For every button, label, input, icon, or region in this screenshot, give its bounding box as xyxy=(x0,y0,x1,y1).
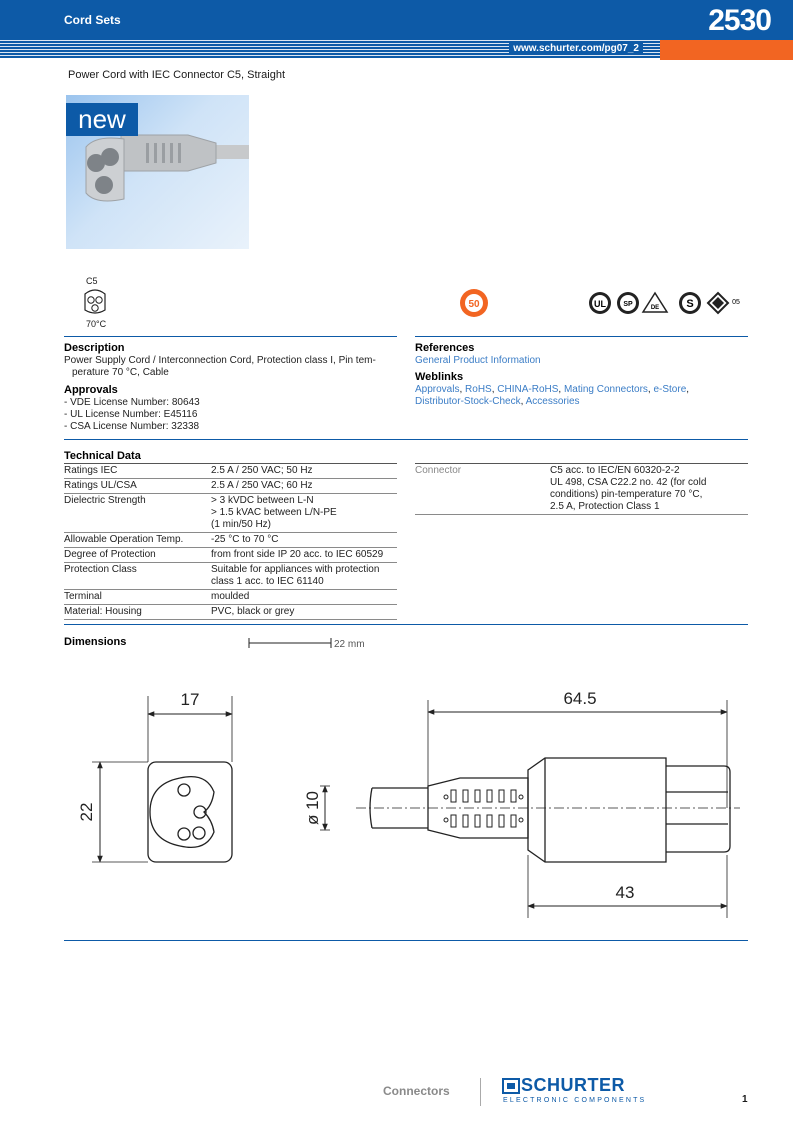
table-row xyxy=(64,605,397,620)
table-row xyxy=(64,533,397,548)
connector-value: C5 acc. to IEC/EN 60320-2-2 UL 498, CSA C22.2 no. 42 (for cold conditions) pin-temperature 70 °C, 2.5 A, Protection Class 1 xyxy=(550,464,748,515)
tech-value: from front side IP 20 acc. to IEC 60529 xyxy=(211,548,397,563)
tech-value: 2.5 A / 250 VAC; 60 Hz xyxy=(211,479,397,494)
scale-bar xyxy=(245,636,335,650)
technical-data-table xyxy=(64,464,397,620)
header-url-link[interactable]: www.schurter.com/pg07_2 xyxy=(509,43,643,54)
tech-value: moulded xyxy=(211,590,397,605)
weblinks-line: Approvals, RoHS, CHINA-RoHS, Mating Connectors, e-Store, xyxy=(415,384,690,395)
page-subtitle: Power Cord with IEC Connector C5, Straight xyxy=(68,69,286,81)
distributor-stock-link[interactable]: Distributor-Stock-Check xyxy=(415,396,521,407)
ul-icon xyxy=(589,292,611,314)
table-row xyxy=(64,563,397,590)
page-number: 1 xyxy=(742,1094,748,1105)
tech-value: Suitable for appliances with protection class 1 acc. to IEC 61140 xyxy=(211,563,397,590)
dim-43: 43 xyxy=(615,883,635,902)
connector-type-label: C5 xyxy=(86,276,98,286)
footer-divider xyxy=(480,1078,481,1106)
divider xyxy=(64,439,748,440)
e-store-link[interactable]: e-Store xyxy=(653,384,687,395)
product-number: 2530 xyxy=(708,4,771,37)
references-heading: References xyxy=(415,342,475,354)
tech-value: PVC, black or grey xyxy=(211,605,397,620)
table-row xyxy=(64,494,397,533)
tech-label: Ratings IEC xyxy=(64,464,211,479)
new-badge: new xyxy=(66,103,138,136)
weblinks-heading: Weblinks xyxy=(415,371,464,383)
c5-connector-icon xyxy=(80,288,110,316)
svg-text:SP: SP xyxy=(623,301,633,308)
approval-item: - UL License Number: E45116 xyxy=(64,409,198,420)
tech-label: Protection Class xyxy=(64,563,211,590)
approvals-link[interactable]: Approvals xyxy=(415,384,460,395)
vde-icon xyxy=(643,293,667,312)
general-info-link[interactable]: General Product Information xyxy=(415,355,541,366)
svg-text:UL: UL xyxy=(594,299,606,309)
description-heading: Description xyxy=(64,342,125,354)
approvals-heading: Approvals xyxy=(64,384,118,396)
svg-text:05: 05 xyxy=(732,299,740,306)
weblinks-line: Distributor-Stock-Check, Accessories xyxy=(415,396,580,407)
connector-temp-label: 70°C xyxy=(86,319,107,329)
dim-64-5: 64.5 xyxy=(563,689,597,708)
tech-label: Material: Housing xyxy=(64,605,211,620)
dim-22: 22 xyxy=(77,802,96,822)
brand-name: SCHURTER xyxy=(521,1075,626,1095)
dim-17: 17 xyxy=(180,690,200,709)
dim-phi-10: ø 10 xyxy=(303,790,322,826)
tech-label: Terminal xyxy=(64,590,211,605)
brand-subtitle: ELECTRONIC COMPONENTS xyxy=(503,1097,647,1104)
divider xyxy=(64,940,748,941)
ccc-icon xyxy=(708,293,740,313)
approval-item: - VDE License Number: 80643 xyxy=(64,397,200,408)
dimension-drawing xyxy=(0,670,793,930)
side-view xyxy=(320,700,740,918)
china-rohs-link[interactable]: CHINA-RoHS xyxy=(497,384,559,395)
tech-label: Degree of Protection xyxy=(64,548,211,563)
description-line: perature 70 °C, Cable xyxy=(72,367,169,378)
header-accent-bar xyxy=(660,40,793,60)
table-row xyxy=(64,479,397,494)
schurter-logo-icon xyxy=(502,1078,520,1094)
divider xyxy=(64,336,397,337)
scale-label: 22 mm xyxy=(334,639,365,650)
divider xyxy=(415,336,748,337)
fifty-label: 50 xyxy=(468,299,480,310)
tech-label: Allowable Operation Temp. xyxy=(64,533,211,548)
s-mark-icon xyxy=(679,292,701,314)
tech-value: -25 °C to 70 °C xyxy=(211,533,397,548)
svg-text:DE: DE xyxy=(650,305,660,311)
approval-marks xyxy=(588,290,748,316)
accessories-link[interactable]: Accessories xyxy=(525,396,580,407)
divider xyxy=(64,624,748,625)
front-view xyxy=(92,696,232,862)
description-line: Power Supply Cord / Interconnection Cord, Protection class I, Pin tem- xyxy=(64,355,376,366)
tech-value: > 3 kVDC between L-N > 1.5 kVAC between L/N-PE (1 min/50 Hz) xyxy=(211,494,397,533)
svg-text:S: S xyxy=(686,298,694,310)
connector-label: Connector xyxy=(415,464,550,515)
technical-data-heading: Technical Data xyxy=(64,450,141,462)
mating-connectors-link[interactable]: Mating Connectors xyxy=(563,384,648,395)
table-row xyxy=(64,464,397,479)
tech-label: Ratings UL/CSA xyxy=(64,479,211,494)
csa-icon xyxy=(617,292,639,314)
table-row xyxy=(64,548,397,563)
table-row xyxy=(64,590,397,605)
approval-item: - CSA License Number: 32338 xyxy=(64,421,200,432)
rohs-link[interactable]: RoHS xyxy=(465,384,492,395)
fifty-year-icon xyxy=(458,287,490,319)
section-title: Cord Sets xyxy=(64,13,121,27)
footer-category: Connectors xyxy=(383,1084,450,1098)
table-row xyxy=(415,464,748,515)
connector-table xyxy=(415,464,748,515)
tech-value: 2.5 A / 250 VAC; 50 Hz xyxy=(211,464,397,479)
tech-label: Dielectric Strength xyxy=(64,494,211,533)
dimensions-heading: Dimensions xyxy=(64,636,127,648)
